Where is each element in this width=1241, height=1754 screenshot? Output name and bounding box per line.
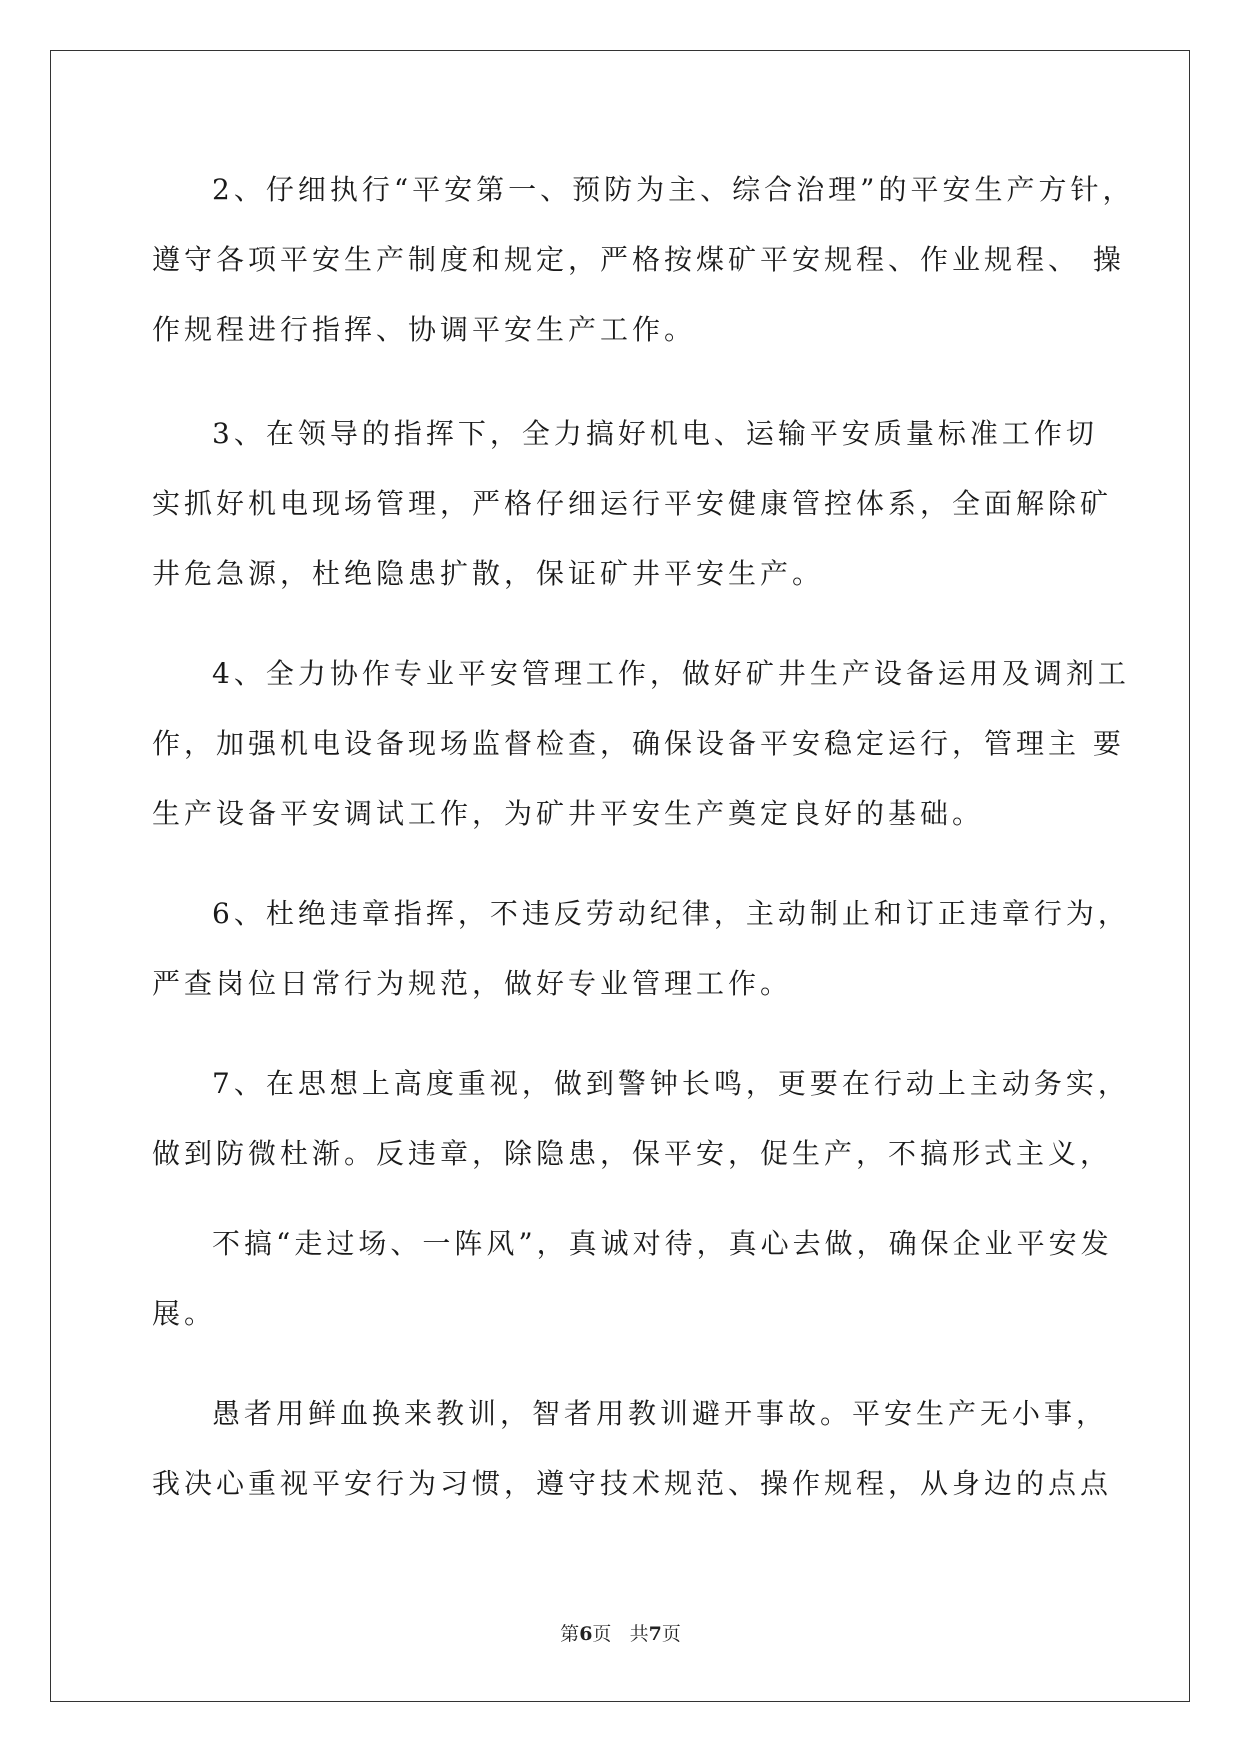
paragraph-line: 我决心重视平安行为习惯，遵守技术规范、操作规程，从身边的点点: [152, 1467, 1113, 1500]
total-prefix: 共: [629, 1623, 649, 1645]
page-suffix: 页: [592, 1623, 612, 1645]
paragraph-line: 井危急源，杜绝隐患扩散，保证矿井平安生产。: [152, 557, 825, 590]
paragraph-line: 4、全力协作专业平安管理工作，做好矿井生产设备运用及调剂工: [212, 657, 1130, 690]
total-pages: 7: [648, 1623, 662, 1645]
page-footer: [0, 1622, 1241, 1646]
page-number: 6: [579, 1623, 593, 1645]
page-prefix: 第: [560, 1623, 580, 1645]
paragraph-line: 实抓好机电现场管理，严格仔细运行平安健康管控体系，全面解除矿: [152, 487, 1113, 520]
paragraph-line: 6、杜绝违章指挥，不违反劳动纪律，主动制止和订正违章行为，: [212, 897, 1130, 930]
paragraph-line: 严查岗位日常行为规范，做好专业管理工作。: [152, 967, 793, 1000]
paragraph-line: 2、仔细执行“平安第一、预防为主、综合治理”的平安生产方针，: [212, 173, 1135, 206]
paragraph-line: 作，加强机电设备现场监督检查，确保设备平安稳定运行，管理主 要: [152, 727, 1125, 760]
paragraph-line: 生产设备平安调试工作，为矿井平安生产奠定良好的基础。: [152, 797, 985, 830]
page-border: [50, 50, 1190, 1702]
paragraph-line: 3、在领导的指挥下，全力搞好机电、运输平安质量标准工作切: [212, 417, 1098, 450]
paragraph-line: 展。: [152, 1297, 217, 1330]
paragraph-line: 做到防微杜渐。反违章，除隐患，保平安，促生产，不搞形式主义，: [152, 1137, 1113, 1170]
paragraph-line: 愚者用鲜血换来教训，智者用教训避开事故。平安生产无小事，: [212, 1397, 1109, 1430]
paragraph-line: 7、在思想上高度重视，做到警钟长鸣，更要在行动上主动务实，: [212, 1067, 1130, 1100]
paragraph-line: 遵守各项平安生产制度和规定，严格按煤矿平安规程、作业规程、 操: [152, 243, 1125, 276]
paragraph-line: 作规程进行指挥、协调平安生产工作。: [152, 313, 697, 346]
total-suffix: 页: [661, 1623, 681, 1645]
paragraph-line: 不搞“走过场、一阵风”，真诚对待，真心去做，确保企业平安发: [212, 1227, 1113, 1260]
